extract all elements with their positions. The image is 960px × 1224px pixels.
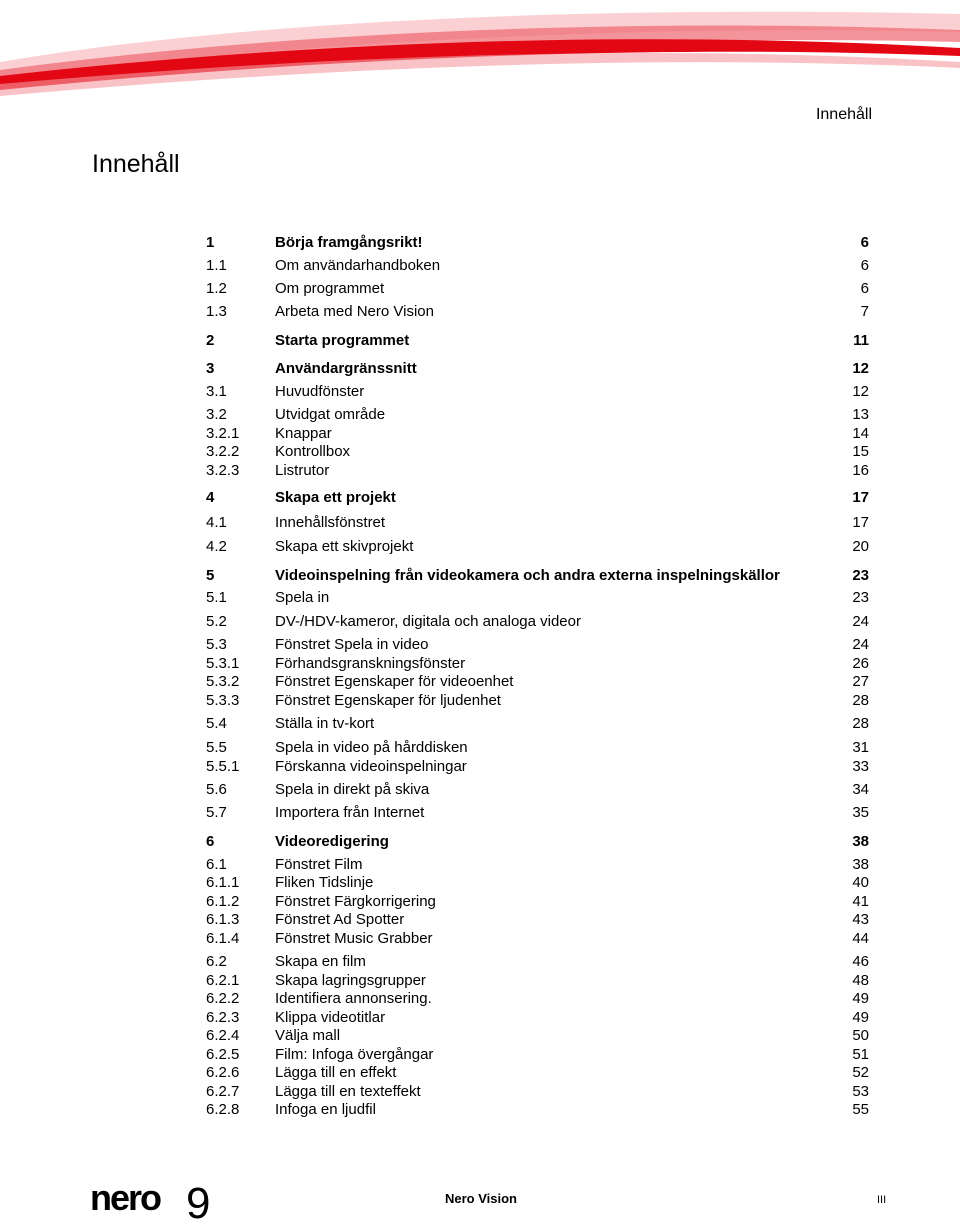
toc-entry[interactable] xyxy=(206,691,869,711)
footer-page-number: III xyxy=(877,1194,887,1206)
toc-entry-title: Starta programmet xyxy=(275,332,410,349)
toc-entry-title: Spela in direkt på skiva xyxy=(275,781,430,798)
toc-entry-title: Ställa in tv-kort xyxy=(275,715,375,732)
toc-entry-number: 6.2.1 xyxy=(206,972,240,989)
toc-entry-number: 4 xyxy=(206,489,215,506)
svg-text:9: 9 xyxy=(186,1179,211,1224)
toc-entry-page: 50 xyxy=(852,1027,869,1044)
toc-entry-number: 3.2.3 xyxy=(206,462,240,479)
toc-entry-number: 2 xyxy=(206,332,215,349)
toc-entry-page: 15 xyxy=(852,443,869,460)
toc-entry-title: Importera från Internet xyxy=(275,804,425,821)
toc-entry[interactable] xyxy=(206,461,869,481)
toc-entry-title: Välja mall xyxy=(275,1027,341,1044)
toc-entry[interactable] xyxy=(206,424,869,444)
svg-text:nero: nero xyxy=(90,1177,161,1218)
toc-entry-number: 6.2.5 xyxy=(206,1046,240,1063)
toc-entry[interactable] xyxy=(206,1008,869,1028)
toc-entry[interactable] xyxy=(206,635,869,655)
toc-entry-title: Fönstret Egenskaper för ljudenhet xyxy=(275,692,501,709)
toc-entry-page: 28 xyxy=(852,692,869,709)
toc-entry[interactable] xyxy=(206,1045,869,1065)
toc-entry-page: 27 xyxy=(852,673,869,690)
toc-entry[interactable] xyxy=(206,738,869,758)
toc-entry-page: 34 xyxy=(852,781,869,798)
toc-entry[interactable] xyxy=(206,488,869,508)
toc-entry[interactable] xyxy=(206,1063,869,1083)
toc-entry-page: 11 xyxy=(853,332,869,349)
toc-entry[interactable] xyxy=(206,780,869,800)
toc-entry-page: 33 xyxy=(852,758,869,775)
toc-entry-page: 44 xyxy=(852,930,869,947)
nero-logo xyxy=(90,1176,230,1224)
toc-entry-number: 5.2 xyxy=(206,613,227,630)
toc-entry-page: 28 xyxy=(852,715,869,732)
footer-product-name: Nero Vision xyxy=(445,1191,518,1206)
toc-entry-page: 24 xyxy=(852,636,869,653)
toc-entry-title: Användargränssnitt xyxy=(275,360,417,377)
toc-entry[interactable] xyxy=(206,803,869,823)
toc-entry[interactable] xyxy=(206,382,869,402)
toc-entry-title: Skapa en film xyxy=(275,953,366,970)
toc-entry-number: 3.1 xyxy=(206,383,227,400)
toc-entry[interactable] xyxy=(206,714,869,734)
toc-entry-page: 14 xyxy=(852,425,869,442)
toc-entry-title: Förskanna videoinspelningar xyxy=(275,758,467,775)
toc-entry-number: 4.1 xyxy=(206,514,227,531)
toc-entry-title: Börja framgångsrikt! xyxy=(275,234,423,251)
toc-entry-number: 3.2 xyxy=(206,406,227,423)
toc-entry-number: 6.1.2 xyxy=(206,893,240,910)
toc-entry-page: 51 xyxy=(852,1046,869,1063)
toc-entry-title: Identifiera annonsering. xyxy=(275,990,432,1007)
toc-entry-page: 49 xyxy=(852,990,869,1007)
toc-entry-number: 5.1 xyxy=(206,589,227,606)
toc-entry-number: 6.2 xyxy=(206,953,227,970)
toc-entry-number: 5.5.1 xyxy=(206,758,240,775)
toc-entry-title: Listrutor xyxy=(275,462,330,479)
toc-entry-page: 38 xyxy=(852,833,869,850)
running-header: Innehåll xyxy=(815,106,872,123)
toc-entry[interactable] xyxy=(206,442,869,462)
toc-entry-title: Skapa lagringsgrupper xyxy=(275,972,426,989)
toc-entry-page: 26 xyxy=(852,655,869,672)
toc-entry-page: 46 xyxy=(852,953,869,970)
toc-entry-number: 6.1 xyxy=(206,856,227,873)
toc-entry-page: 12 xyxy=(852,383,869,400)
toc-entry-number: 5.6 xyxy=(206,781,227,798)
toc-entry[interactable] xyxy=(206,989,869,1009)
toc-entry-number: 6.2.8 xyxy=(206,1101,240,1118)
toc-entry-number: 5 xyxy=(206,567,215,584)
toc-entry-number: 6.2.6 xyxy=(206,1064,240,1081)
toc-entry-number: 6.2.3 xyxy=(206,1009,240,1026)
toc-entry-number: 5.7 xyxy=(206,804,227,821)
toc-entry-page: 49 xyxy=(852,1009,869,1026)
toc-entry-page: 55 xyxy=(852,1101,869,1118)
toc-entry[interactable] xyxy=(206,873,869,893)
toc-entry-number: 3 xyxy=(206,360,215,377)
toc-entry[interactable] xyxy=(206,405,869,425)
toc-entry-title: DV-/HDV-kameror, digitala och analoga videor xyxy=(275,613,581,630)
toc-entry[interactable] xyxy=(206,672,869,692)
toc-entry-page: 48 xyxy=(852,972,869,989)
toc-entry-title: Skapa ett projekt xyxy=(275,489,396,506)
toc-entry[interactable] xyxy=(206,233,869,253)
toc-entry-page: 17 xyxy=(852,489,869,506)
toc-entry-page: 6 xyxy=(860,280,869,297)
toc-entry-number: 6.1.1 xyxy=(206,874,240,891)
toc-entry-number: 5.3.1 xyxy=(206,655,240,672)
toc-entry-title: Innehållsfönstret xyxy=(275,514,386,531)
toc-entry-title: Arbeta med Nero Vision xyxy=(275,303,434,320)
toc-entry-page: 41 xyxy=(852,893,869,910)
toc-entry-page: 23 xyxy=(852,567,869,584)
toc-entry[interactable] xyxy=(206,971,869,991)
toc-entry-number: 5.3.3 xyxy=(206,692,240,709)
toc-entry-page: 6 xyxy=(860,234,869,251)
toc-entry-number: 6.2.7 xyxy=(206,1083,240,1100)
toc-entry-number: 5.3.2 xyxy=(206,673,240,690)
toc-entry-title: Fönstret Färgkorrigering xyxy=(275,893,436,910)
toc-entry[interactable] xyxy=(206,513,869,533)
toc-entry-title: Videoredigering xyxy=(275,833,389,850)
toc-entry-title: Infoga en ljudfil xyxy=(275,1101,376,1118)
toc-entry-number: 1.1 xyxy=(206,257,227,274)
toc-entry-page: 6 xyxy=(860,257,869,274)
toc-entry[interactable] xyxy=(206,1100,869,1120)
toc-entry-page: 16 xyxy=(852,462,869,479)
toc-entry-title: Fliken Tidslinje xyxy=(275,874,374,891)
toc-entry[interactable] xyxy=(206,757,869,777)
toc-entry-title: Spela in xyxy=(275,589,330,606)
toc-entry-title: Lägga till en effekt xyxy=(275,1064,397,1081)
toc-entry-number: 6.1.4 xyxy=(206,930,240,947)
toc-entry-title: Skapa ett skivprojekt xyxy=(275,538,414,555)
toc-entry-page: 17 xyxy=(852,514,869,531)
toc-entry-page: 24 xyxy=(852,613,869,630)
toc-entry-number: 1.2 xyxy=(206,280,227,297)
toc-entry-number: 1.3 xyxy=(206,303,227,320)
toc-entry-title: Klippa videotitlar xyxy=(275,1009,386,1026)
toc-entry-title: Film: Infoga övergångar xyxy=(275,1046,434,1063)
toc-entry[interactable] xyxy=(206,910,869,930)
toc-entry-title: Kontrollbox xyxy=(275,443,351,460)
toc-entry[interactable] xyxy=(206,256,869,276)
toc-entry-title: Om användarhandboken xyxy=(275,257,441,274)
toc-entry-page: 12 xyxy=(852,360,869,377)
toc-entry[interactable] xyxy=(206,855,869,875)
toc-entry-number: 6.2.4 xyxy=(206,1027,240,1044)
toc-entry[interactable] xyxy=(206,1082,869,1102)
toc-entry-title: Videoinspelning från videokamera och andra externa inspelningskällor xyxy=(275,567,780,584)
toc-entry[interactable] xyxy=(206,331,869,351)
toc-entry-title: Fönstret Ad Spotter xyxy=(275,911,405,928)
toc-entry-number: 6 xyxy=(206,833,215,850)
page-title: Innehåll xyxy=(92,150,180,178)
toc-entry-page: 53 xyxy=(852,1083,869,1100)
toc-entry-title: Utvidgat område xyxy=(275,406,386,423)
toc-entry-number: 1 xyxy=(206,234,215,251)
toc-entry-number: 5.3 xyxy=(206,636,227,653)
table-of-contents xyxy=(206,0,869,1224)
toc-entry[interactable] xyxy=(206,537,869,557)
toc-entry-title: Om programmet xyxy=(275,280,385,297)
toc-entry[interactable] xyxy=(206,832,869,852)
toc-entry[interactable] xyxy=(206,279,869,299)
toc-entry-number: 5.4 xyxy=(206,715,227,732)
toc-entry-title: Fönstret Film xyxy=(275,856,363,873)
toc-entry[interactable] xyxy=(206,588,869,608)
toc-entry-number: 6.1.3 xyxy=(206,911,240,928)
toc-entry-page: 52 xyxy=(852,1064,869,1081)
toc-entry-title: Förhandsgranskningsfönster xyxy=(275,655,466,672)
toc-entry-number: 4.2 xyxy=(206,538,227,555)
toc-entry[interactable] xyxy=(206,302,869,322)
toc-entry-title: Fönstret Egenskaper för videoenhet xyxy=(275,673,514,690)
toc-entry-page: 35 xyxy=(852,804,869,821)
toc-entry-page: 38 xyxy=(852,856,869,873)
toc-entry-page: 23 xyxy=(852,589,869,606)
toc-entry[interactable] xyxy=(206,566,869,586)
toc-entry[interactable] xyxy=(206,654,869,674)
toc-entry-title: Huvudfönster xyxy=(275,383,365,400)
toc-entry-title: Fönstret Music Grabber xyxy=(275,930,433,947)
toc-entry-title: Fönstret Spela in video xyxy=(275,636,429,653)
toc-entry[interactable] xyxy=(206,892,869,912)
toc-entry-page: 13 xyxy=(852,406,869,423)
toc-entry-title: Lägga till en texteffekt xyxy=(275,1083,421,1100)
toc-entry-page: 7 xyxy=(860,303,869,320)
toc-entry-page: 40 xyxy=(852,874,869,891)
toc-entry-number: 3.2.2 xyxy=(206,443,240,460)
toc-entry[interactable] xyxy=(206,952,869,972)
toc-entry[interactable] xyxy=(206,1026,869,1046)
toc-entry-title: Spela in video på hårddisken xyxy=(275,739,468,756)
toc-entry-number: 6.2.2 xyxy=(206,990,240,1007)
toc-entry[interactable] xyxy=(206,359,869,379)
toc-entry-number: 3.2.1 xyxy=(206,425,240,442)
toc-entry-number: 5.5 xyxy=(206,739,227,756)
toc-entry-title: Knappar xyxy=(275,425,332,442)
toc-entry-page: 43 xyxy=(852,911,869,928)
toc-entry-page: 20 xyxy=(852,538,869,555)
toc-entry[interactable] xyxy=(206,929,869,949)
toc-entry[interactable] xyxy=(206,612,869,632)
toc-entry-page: 31 xyxy=(852,739,869,756)
